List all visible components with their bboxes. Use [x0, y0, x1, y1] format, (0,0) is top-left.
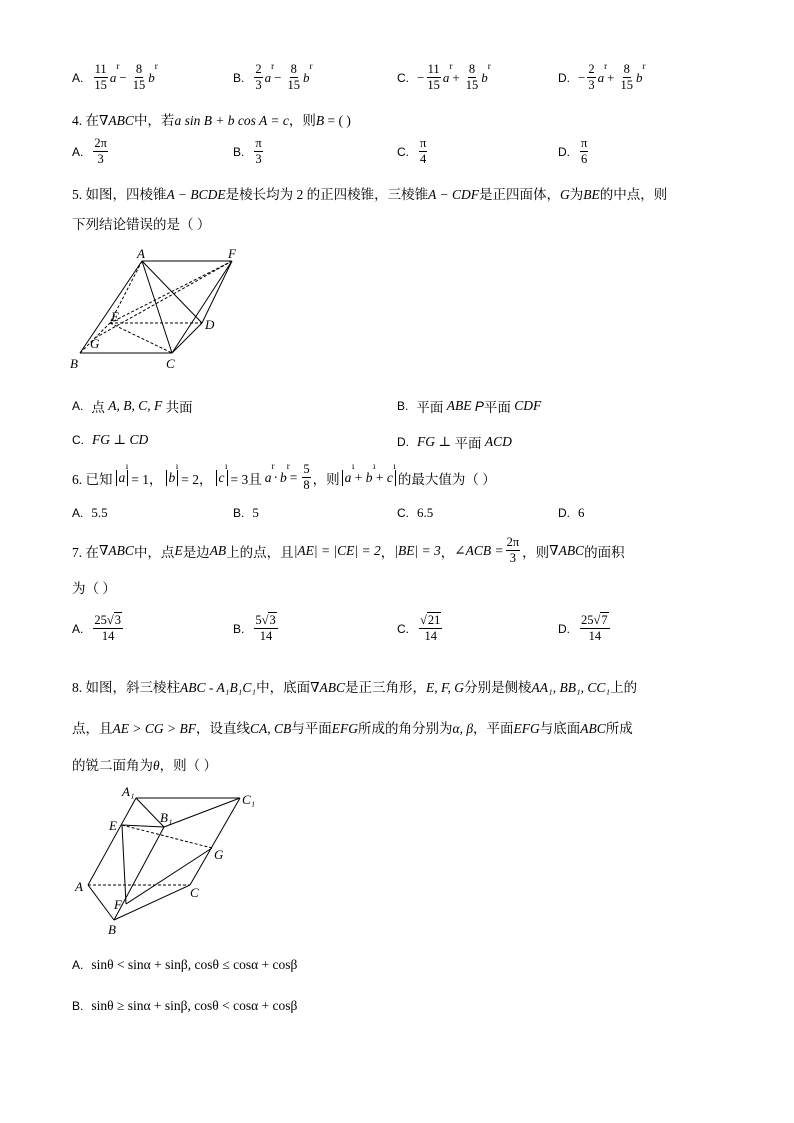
- edge-EF: [122, 825, 126, 904]
- q7-option-b[interactable]: B. $\frac{5√3}{14}$: [233, 613, 276, 643]
- q5-option-b[interactable]: B. 平面 ABE P 平面 CDF: [397, 398, 542, 415]
- q3-option-c[interactable]: C. − $\frac{11}{15}$ a r + $\frac{8}{15}$ b r: [397, 60, 491, 92]
- q7-option-c[interactable]: C. $\frac{√21}{14}$: [397, 613, 441, 643]
- q5-stem-line1: 5. 如图，四棱锥A − BCDE是棱长均为 2 的正四棱锥，三棱锥A − CDF是正四面体，G为BE的中点，则: [72, 187, 668, 202]
- label-C: C: [190, 885, 199, 900]
- fraction: $\frac{25√7}{14}$: [581, 613, 608, 643]
- q4-option-c[interactable]: C. $\frac{\pi}{4}$: [397, 136, 427, 166]
- q8-stem-line3: 的锐二面角为θ，则（ ）: [72, 758, 218, 773]
- q6-stem: 6. 已知 a ı = 1， b ı = 2， c ı = 3且 a r · b r = $\frac{5}{8}$ ，则 a ı + b ı + c ı 的最大值为（ ）: [72, 460, 496, 492]
- label-B: B: [70, 356, 78, 371]
- fraction: $\frac{2}{3}$: [588, 62, 595, 92]
- label-A: A: [137, 246, 145, 261]
- edge-EG: [122, 825, 212, 848]
- q4-stem: 4. 在∇ABC中，若a sin B + b cos A = c，则B = ( ): [72, 113, 351, 128]
- fraction: $\frac{8}{15}$: [287, 62, 300, 92]
- q8-option-a[interactable]: A. sinθ < sinα + sinβ, cosθ ≤ cosα + cosβ: [72, 957, 298, 972]
- edge-FG: [126, 848, 212, 904]
- fraction: $\frac{√21}{14}$: [420, 613, 441, 643]
- q5-option-a[interactable]: A. 点 A, B, C, F 共面: [72, 398, 193, 415]
- fraction: $\frac{\pi}{6}$: [581, 136, 588, 166]
- fraction: $\frac{8}{15}$: [620, 62, 633, 92]
- vector-b: b r: [148, 60, 158, 85]
- label-A: A: [75, 879, 83, 894]
- edge-FC: [172, 261, 232, 353]
- edge-AC: [142, 261, 172, 353]
- label-B: B: [108, 922, 116, 937]
- edge-CD: [172, 323, 202, 353]
- label-E: E: [109, 818, 117, 833]
- q8-stem-line1: 8. 如图，斜三棱柱ABC - A₁B₁C₁中，底面∇ABC是正三角形，E, F, G分别是侧棱AA₁, BB₁, CC₁上的: [72, 680, 638, 695]
- label-A1: A₁: [122, 784, 135, 799]
- q4-option-d[interactable]: D. $\frac{\pi}{6}$: [558, 136, 588, 166]
- fraction: $\frac{5√3}{14}$: [255, 613, 276, 643]
- q3-option-d[interactable]: D. − $\frac{2}{3}$ a r + $\frac{8}{15}$ b r: [558, 60, 646, 92]
- fraction: $\frac{25√3}{14}$: [94, 613, 121, 643]
- q7-option-a[interactable]: A. $\frac{25√3}{14}$: [72, 613, 121, 643]
- fraction: $\frac{5}{8}$: [303, 462, 310, 492]
- fraction: $\frac{2\pi}{3}$: [506, 535, 520, 565]
- edge-EC: [110, 323, 172, 353]
- edge-AB: [88, 885, 114, 920]
- q5-option-c[interactable]: C. FG ⊥ CD: [72, 432, 149, 447]
- label-C1: C₁: [242, 792, 256, 807]
- q6-option-b[interactable]: B. 5: [233, 505, 259, 520]
- q5-stem-line2: 下列结论错误的是（ ）: [72, 217, 211, 232]
- fraction: $\frac{11}{15}$: [427, 62, 440, 92]
- label-G: G: [214, 847, 224, 862]
- label-D: D: [205, 317, 215, 332]
- q4-option-a[interactable]: A. $\frac{2\pi}{3}$: [72, 136, 107, 166]
- q8-figure: [70, 784, 270, 940]
- edge-FE: [110, 261, 232, 323]
- fraction: $\frac{2}{3}$: [255, 62, 262, 92]
- fraction: $\frac{\pi}{4}$: [420, 136, 427, 166]
- fraction: $\frac{11}{15}$: [94, 62, 107, 92]
- label-C: C: [166, 356, 175, 371]
- fraction: $\frac{2\pi}{3}$: [94, 136, 107, 166]
- label-G: G: [90, 336, 100, 351]
- vector-b: b r: [481, 60, 491, 85]
- q7-option-d[interactable]: D. $\frac{25√7}{14}$: [558, 613, 608, 643]
- q3-option-a[interactable]: A. $\frac{11}{15}$ a r − $\frac{8}{15}$ b r: [72, 60, 158, 92]
- q5-figure: [66, 244, 266, 376]
- vector-b: b r: [302, 60, 313, 85]
- label-E: E: [111, 309, 119, 324]
- label-F: F: [228, 246, 236, 261]
- fraction: $\frac{8}{15}$: [465, 62, 479, 92]
- edge-FD: [202, 261, 232, 323]
- vector-a: a r: [442, 60, 453, 85]
- q6-option-d[interactable]: D. 6: [558, 505, 585, 520]
- q6-option-a[interactable]: A. 5.5: [72, 505, 108, 520]
- q6-option-c[interactable]: C. 6.5: [397, 505, 434, 520]
- q7-stem-line2: 为（ ）: [72, 581, 116, 596]
- vector-b: b r: [635, 60, 646, 85]
- q4-option-b[interactable]: B. $\frac{\pi}{3}$: [233, 136, 262, 166]
- edge-B1C1: [164, 798, 240, 827]
- fraction: $\frac{\pi}{3}$: [255, 136, 262, 166]
- q7-stem-line1: 7. 在 ∇ABC 中，点 E 是边 AB 上的点，且 |AE| = |CE| = 2 ， |BE| = 3 ， ∠ACB = $\frac{2\pi}{3}$ ，则 ∇ABC 的面积: [72, 535, 625, 565]
- vector-a: a r: [109, 60, 120, 85]
- fraction: $\frac{8}{15}$: [132, 62, 146, 92]
- vector-a: a r: [597, 60, 608, 85]
- q3-option-b[interactable]: B. $\frac{2}{3}$ a r − $\frac{8}{15}$ b r: [233, 60, 313, 92]
- q8-stem-line2: 点，且AE > CG > BF，设直线CA, CB与平面EFG所成的角分别为α, β，平面EFG与底面ABC所成: [72, 721, 633, 736]
- label-F: F: [114, 897, 122, 912]
- edge-AA1: [88, 798, 136, 885]
- label-B1: B₁: [160, 810, 173, 825]
- edge-CC1: [190, 798, 240, 885]
- vector-a: a r: [264, 60, 275, 85]
- q8-option-b[interactable]: B. sinθ ≥ sinα + sinβ, cosθ < cosα + cosβ: [72, 998, 298, 1013]
- q5-option-d[interactable]: D. FG ⊥ 平面 ACD: [397, 434, 512, 451]
